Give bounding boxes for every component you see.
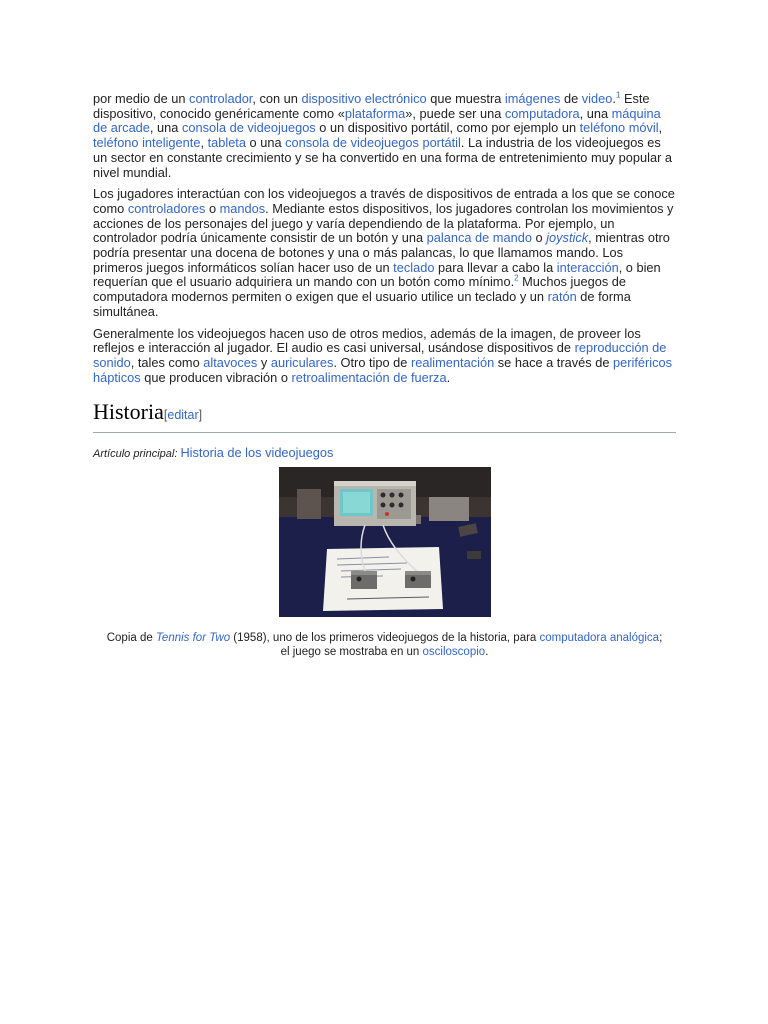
inline-link[interactable]: auriculares — [270, 354, 334, 370]
inline-link[interactable]: controlador — [189, 91, 253, 106]
paragraph-controllers — [93, 187, 676, 319]
hatnote-prefix: Artículo principal: — [93, 448, 181, 461]
text-run: . — [446, 369, 451, 385]
inline-link[interactable]: plataforma — [344, 105, 406, 121]
text-run: y — [257, 354, 271, 370]
text-run: , — [200, 135, 208, 151]
text-run: por medio de un — [93, 91, 190, 106]
edit-bracket-open: [ — [163, 408, 168, 423]
inline-link[interactable]: imágenes — [504, 91, 561, 106]
inline-link[interactable]: controladores — [127, 200, 206, 216]
reference-marker[interactable]: 2 — [514, 274, 519, 284]
figure-caption — [105, 632, 665, 659]
paragraph-intro — [93, 92, 676, 180]
text-run: , con un — [252, 91, 302, 106]
text-run: ; el juego se mostraba en un — [280, 632, 663, 658]
text-run: o — [205, 200, 220, 216]
text-run: . — [485, 645, 489, 658]
paragraph-media — [93, 327, 676, 386]
inline-link[interactable]: periféricos hápticos — [93, 354, 673, 385]
text-run: . Otro tipo de — [333, 354, 411, 370]
edit-section — [164, 408, 202, 422]
article-content — [93, 92, 676, 659]
inline-link[interactable]: osciloscopio — [422, 645, 486, 658]
inline-link[interactable]: teléfono inteligente — [93, 135, 201, 151]
inline-link[interactable]: dispositivo electrónico — [301, 91, 427, 106]
reference-marker[interactable]: 1 — [615, 90, 621, 100]
text-run: de forma simultánea. — [93, 289, 631, 319]
text-run: », puede ser una — [405, 105, 505, 121]
text-run: , mientras otro podría presentar una docena de botones y una o más palancas, lo que llamamos mando. Los primeros juegos informáticos solían hacer uso de un — [93, 230, 670, 275]
text-run: o una — [246, 135, 286, 151]
text-run: o un dispositivo portátil, como por ejemplo un — [315, 120, 580, 136]
inline-link[interactable]: joystick — [546, 230, 589, 246]
text-run: Muchos juegos de computadora modernos permiten o exigen que el usuario utilice un teclado y un — [93, 274, 627, 305]
hatnote-main-article — [93, 445, 676, 460]
inline-link[interactable]: mandos — [219, 200, 266, 216]
inline-link[interactable]: ratón — [547, 289, 577, 305]
inline-link[interactable]: teclado — [393, 259, 435, 275]
text-run: , una — [579, 105, 612, 121]
inline-link[interactable]: consola de videojuegos portátil — [285, 135, 461, 151]
inline-link[interactable]: Tennis for Two — [155, 632, 231, 645]
inline-link[interactable]: consola de videojuegos — [181, 120, 316, 136]
inline-link[interactable]: realimentación — [410, 354, 495, 370]
text-run: , una — [149, 120, 182, 136]
text-run: (1958), uno de los primeros videojuegos de la historia, para — [230, 632, 540, 645]
hatnote-link[interactable]: Historia de los videojuegos — [180, 445, 334, 461]
text-run: para llevar a cabo la — [434, 259, 557, 275]
text-run: que muestra — [426, 91, 505, 106]
text-run: , o bien requerían que el usuario adquiriera un mando con un botón como mínimo. — [93, 259, 661, 290]
inline-link[interactable]: altavoces — [203, 354, 258, 370]
tennis-for-two-photo[interactable] — [279, 467, 491, 617]
figure-tennis-for-two — [93, 467, 676, 659]
inline-link[interactable]: video — [581, 91, 613, 106]
text-run: se hace a través de — [494, 354, 613, 370]
edit-bracket-close: ] — [198, 408, 203, 423]
inline-link[interactable]: máquina de arcade — [93, 105, 661, 136]
inline-link[interactable]: teléfono móvil — [579, 120, 659, 136]
inline-link[interactable]: tableta — [207, 135, 246, 151]
text-run: o — [531, 230, 547, 246]
section-heading-historia — [93, 397, 676, 433]
section-title: Historia — [93, 399, 164, 425]
text-run: Copia de — [106, 632, 156, 645]
inline-link[interactable]: retroalimentación de fuerza — [291, 369, 447, 385]
text-run: Generalmente los videojuegos hacen uso de otros medios, además de la imagen, de proveer los reflejos e interacción al jugador. El audio es casi universal, usándose dispositivos de — [93, 325, 641, 356]
edit-section-link[interactable]: editar — [167, 408, 199, 423]
text-run: . Mediante estos dispositivos, los jugadores controlan los movimientos y acciones de los personajes del juego y varía dependiendo de la plataforma. Por ejemplo, un controlador podría únicamente consistir de un botón y una — [93, 200, 674, 246]
text-run: Este dispositivo, conocido genéricamente como « — [93, 91, 650, 121]
inline-link[interactable]: computadora analógica — [539, 632, 660, 645]
inline-link[interactable]: palanca de mando — [426, 230, 532, 246]
text-run: , tales como — [130, 354, 204, 370]
inline-link[interactable]: computadora — [504, 105, 580, 121]
text-run: . — [612, 91, 616, 106]
text-run: Los jugadores interactúan con los videojuegos a través de dispositivos de entrada a los que se conoce como — [93, 186, 675, 216]
text-run: que producen vibración o — [140, 369, 292, 385]
inline-link[interactable]: interacción — [556, 259, 619, 275]
inline-link[interactable]: reproducción de sonido — [93, 340, 667, 370]
text-run: de — [560, 91, 582, 106]
text-run: . La industria de los videojuegos es un sector en constante crecimiento y se ha convertido en una forma de entretenimiento muy popular a nivel mundial. — [93, 135, 673, 180]
text-run: , — [658, 120, 663, 136]
